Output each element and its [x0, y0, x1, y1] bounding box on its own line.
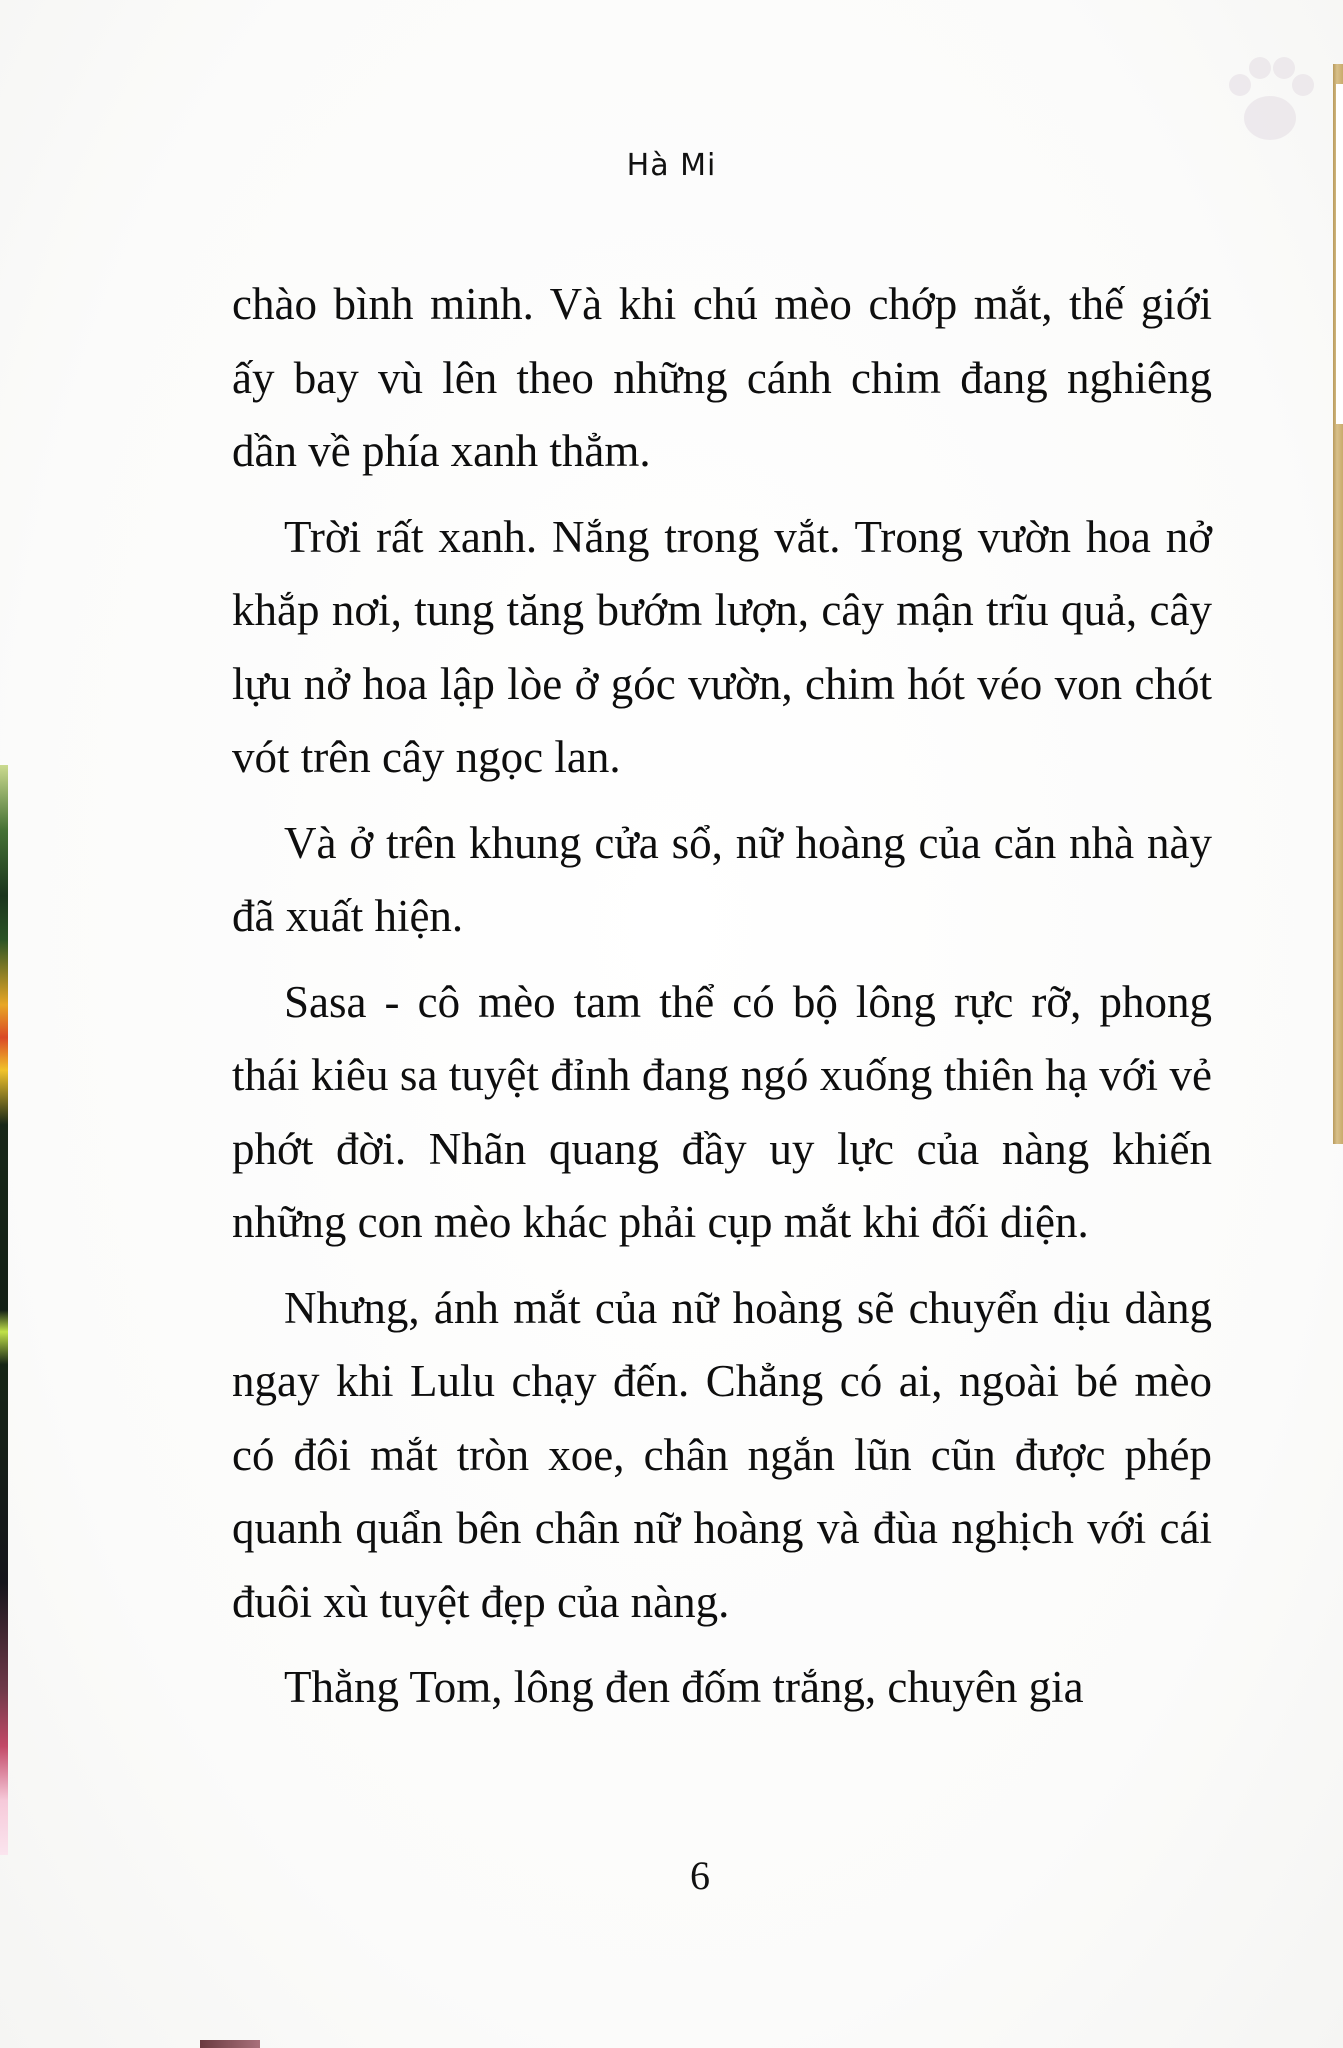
bottom-edge-strip — [200, 2040, 260, 2048]
paragraph: Nhưng, ánh mắt của nữ hoàng sẽ chuyển dịu dàng ngay khi Lulu chạy đến. Chẳng có ai, ngoài bé mèo có đôi mắt tròn xoe, chân ngắn lũn cũn được phép quanh quẩn bên chân nữ hoàng và đùa nghịch với cái đuôi xù tuyệt đẹp của nàng. — [232, 1282, 1212, 1627]
body-text — [232, 268, 1212, 1737]
page-insert-edge — [1336, 84, 1343, 424]
page-number: 6 — [690, 1853, 710, 1898]
running-header: Hà Mi — [626, 148, 717, 183]
paragraph: Trời rất xanh. Nắng trong vắt. Trong vườn hoa nở khắp nơi, tung tăng bướm lượn, cây mận trĩu quả, cây lựu nở hoa lập lòe ở góc vườn, chim hót véo von chót vót trên cây ngọc lan. — [232, 511, 1212, 782]
paragraph: Và ở trên khung cửa sổ, nữ hoàng của căn nhà này đã xuất hiện. — [232, 817, 1212, 941]
cover-edge-strip — [0, 765, 8, 1855]
paragraph: chào bình minh. Và khi chú mèo chớp mắt, thế giới ấy bay vù lên theo những cánh chim đang nghiêng dần về phía xanh thẳm. — [232, 279, 1212, 476]
paragraph: Thằng Tom, lông đen đốm trắng, chuyên gia — [284, 1662, 1084, 1712]
paragraph: Sasa - cô mèo tam thể có bộ lông rực rỡ, phong thái kiêu sa tuyệt đỉnh đang ngó xuống thiên hạ với vẻ phớt đời. Nhãn quang đầy uy lực của nàng khiến những con mèo khác phải cụp mắt khi đối diện. — [232, 976, 1212, 1247]
paw-print-icon — [1210, 40, 1330, 160]
